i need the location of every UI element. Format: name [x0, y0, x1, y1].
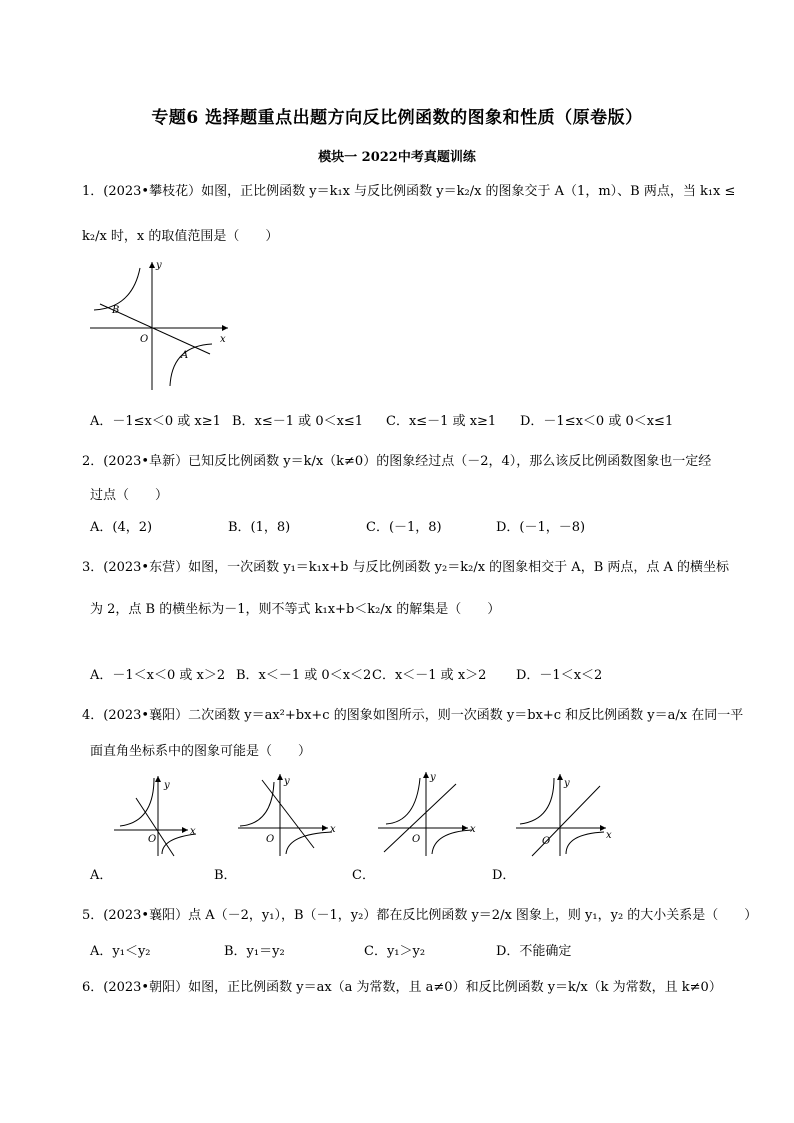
section-subtitle: 模块一 2022中考真题训练: [318, 150, 476, 165]
q1-option-b[interactable]: B．x≤－1 或 0＜x≤1: [232, 414, 364, 429]
q5-option-c[interactable]: C．y₁＞y₂: [364, 944, 426, 959]
q4d-x-label: x: [606, 830, 612, 841]
q4d-origin-label: O: [542, 836, 551, 847]
q3-option-c[interactable]: C．x＜－1 或 x＞2: [372, 668, 487, 683]
q1-x-label: x: [220, 334, 226, 345]
q1-option-c[interactable]: C．x≤－1 或 x≥1: [386, 414, 497, 429]
page-title: 专题6 选择题重点出题方向反比例函数的图象和性质（原卷版）: [151, 108, 643, 128]
q4-option-c[interactable]: C．: [352, 868, 375, 883]
q6-text-line1: 6．(2023•朝阳）如图，正比例函数 y＝ax（a 为常数，且 a≠0）和反比例函数 y＝k/x（k 为常数，且 k≠0）: [82, 980, 722, 995]
q3-option-b[interactable]: B．x＜－1 或 0＜x＜2: [236, 668, 372, 683]
q4c-origin-label: O: [412, 834, 421, 845]
q4a-y-label: y: [164, 780, 170, 791]
q4-option-b[interactable]: B．: [214, 868, 237, 883]
q4c-y-label: y: [430, 772, 436, 783]
q3-option-a[interactable]: A．－1＜x＜0 或 x＞2: [90, 668, 226, 683]
q4-option-a[interactable]: A．: [90, 868, 113, 883]
q5-option-d[interactable]: D．不能确定: [496, 944, 572, 959]
q1-option-d[interactable]: D．－1≤x＜0 或 0＜x≤1: [520, 414, 674, 429]
q2-option-b[interactable]: B．(1，8): [228, 520, 291, 535]
q2-text-line2: 过点（ ）: [90, 488, 169, 503]
q4b-y-label: y: [284, 776, 290, 787]
q4-option-d[interactable]: D．: [492, 868, 516, 883]
q1-hyperbola-left: [94, 268, 140, 310]
q4-figure-c: [376, 766, 478, 858]
q2-option-d[interactable]: D．(－1，－8): [496, 520, 586, 535]
q1-option-a[interactable]: A．－1≤x＜0 或 x≥1: [90, 414, 221, 429]
q1-text-line2: k₂/x 时，x 的取值范围是（ ）: [82, 229, 279, 244]
q4b-origin-label: O: [266, 834, 275, 845]
q5-option-b[interactable]: B．y₁＝y₂: [224, 944, 285, 959]
q4a-origin-label: O: [148, 834, 157, 845]
q5-option-a[interactable]: A．y₁＜y₂: [90, 944, 151, 959]
q1-hyperbola-right: [170, 344, 212, 386]
q4-text-line1: 4．(2023•襄阳）二次函数 y＝ax²+bx+c 的图象如图所示，则一次函数 y＝bx+c 和反比例函数 y＝a/x 在同一平: [82, 708, 744, 723]
q4d-y-label: y: [564, 778, 570, 789]
q4-figure-b: [236, 772, 338, 857]
q4a-x-label: x: [190, 826, 196, 837]
q4b-x-label: x: [330, 824, 336, 835]
q2-text-line1: 2．(2023•阜新）已知反比例函数 y＝k/x（k≠0）的图象经过点（－2，4），那么该反比例函数图象也一定经: [82, 454, 712, 469]
q1-text-line1: 1．(2023•攀枝花）如图，正比例函数 y＝k₁x 与反比例函数 y＝k₂/x 的图象交于 A（1，m）、B 两点，当 k₁x ≤: [82, 184, 736, 199]
q1-point-b-label: B: [112, 305, 120, 316]
q2-option-a[interactable]: A．(4，2): [90, 520, 153, 535]
q4-text-line2: 面直角坐标系中的图象可能是（ ）: [90, 744, 312, 759]
q4-figure-a: [112, 772, 202, 857]
q3-option-d[interactable]: D．－1＜x＜2: [516, 668, 603, 683]
q2-option-c[interactable]: C．(－1，8): [366, 520, 442, 535]
q3-text-line1: 3．(2023•东营）如图，一次函数 y₁＝k₁x+b 与反比例函数 y₂＝k₂/x 的图象相交于 A，B 两点，点 A 的横坐标: [82, 560, 730, 575]
q1-point-a-label: A: [181, 350, 189, 361]
q4-figure-d: [514, 772, 614, 857]
q1-y-label: y: [156, 260, 162, 271]
q1-figure: [88, 258, 233, 393]
q4c-x-label: x: [470, 824, 476, 835]
q5-text-line1: 5．(2023•襄阳）点 A（－2，y₁），B（－1，y₂）都在反比例函数 y＝2/x 图象上，则 y₁，y₂ 的大小关系是（ ）: [82, 908, 758, 923]
q1-origin-label: O: [140, 334, 149, 345]
q3-text-line2: 为 2，点 B 的横坐标为－1，则不等式 k₁x+b＜k₂/x 的解集是（ ）: [90, 602, 501, 617]
